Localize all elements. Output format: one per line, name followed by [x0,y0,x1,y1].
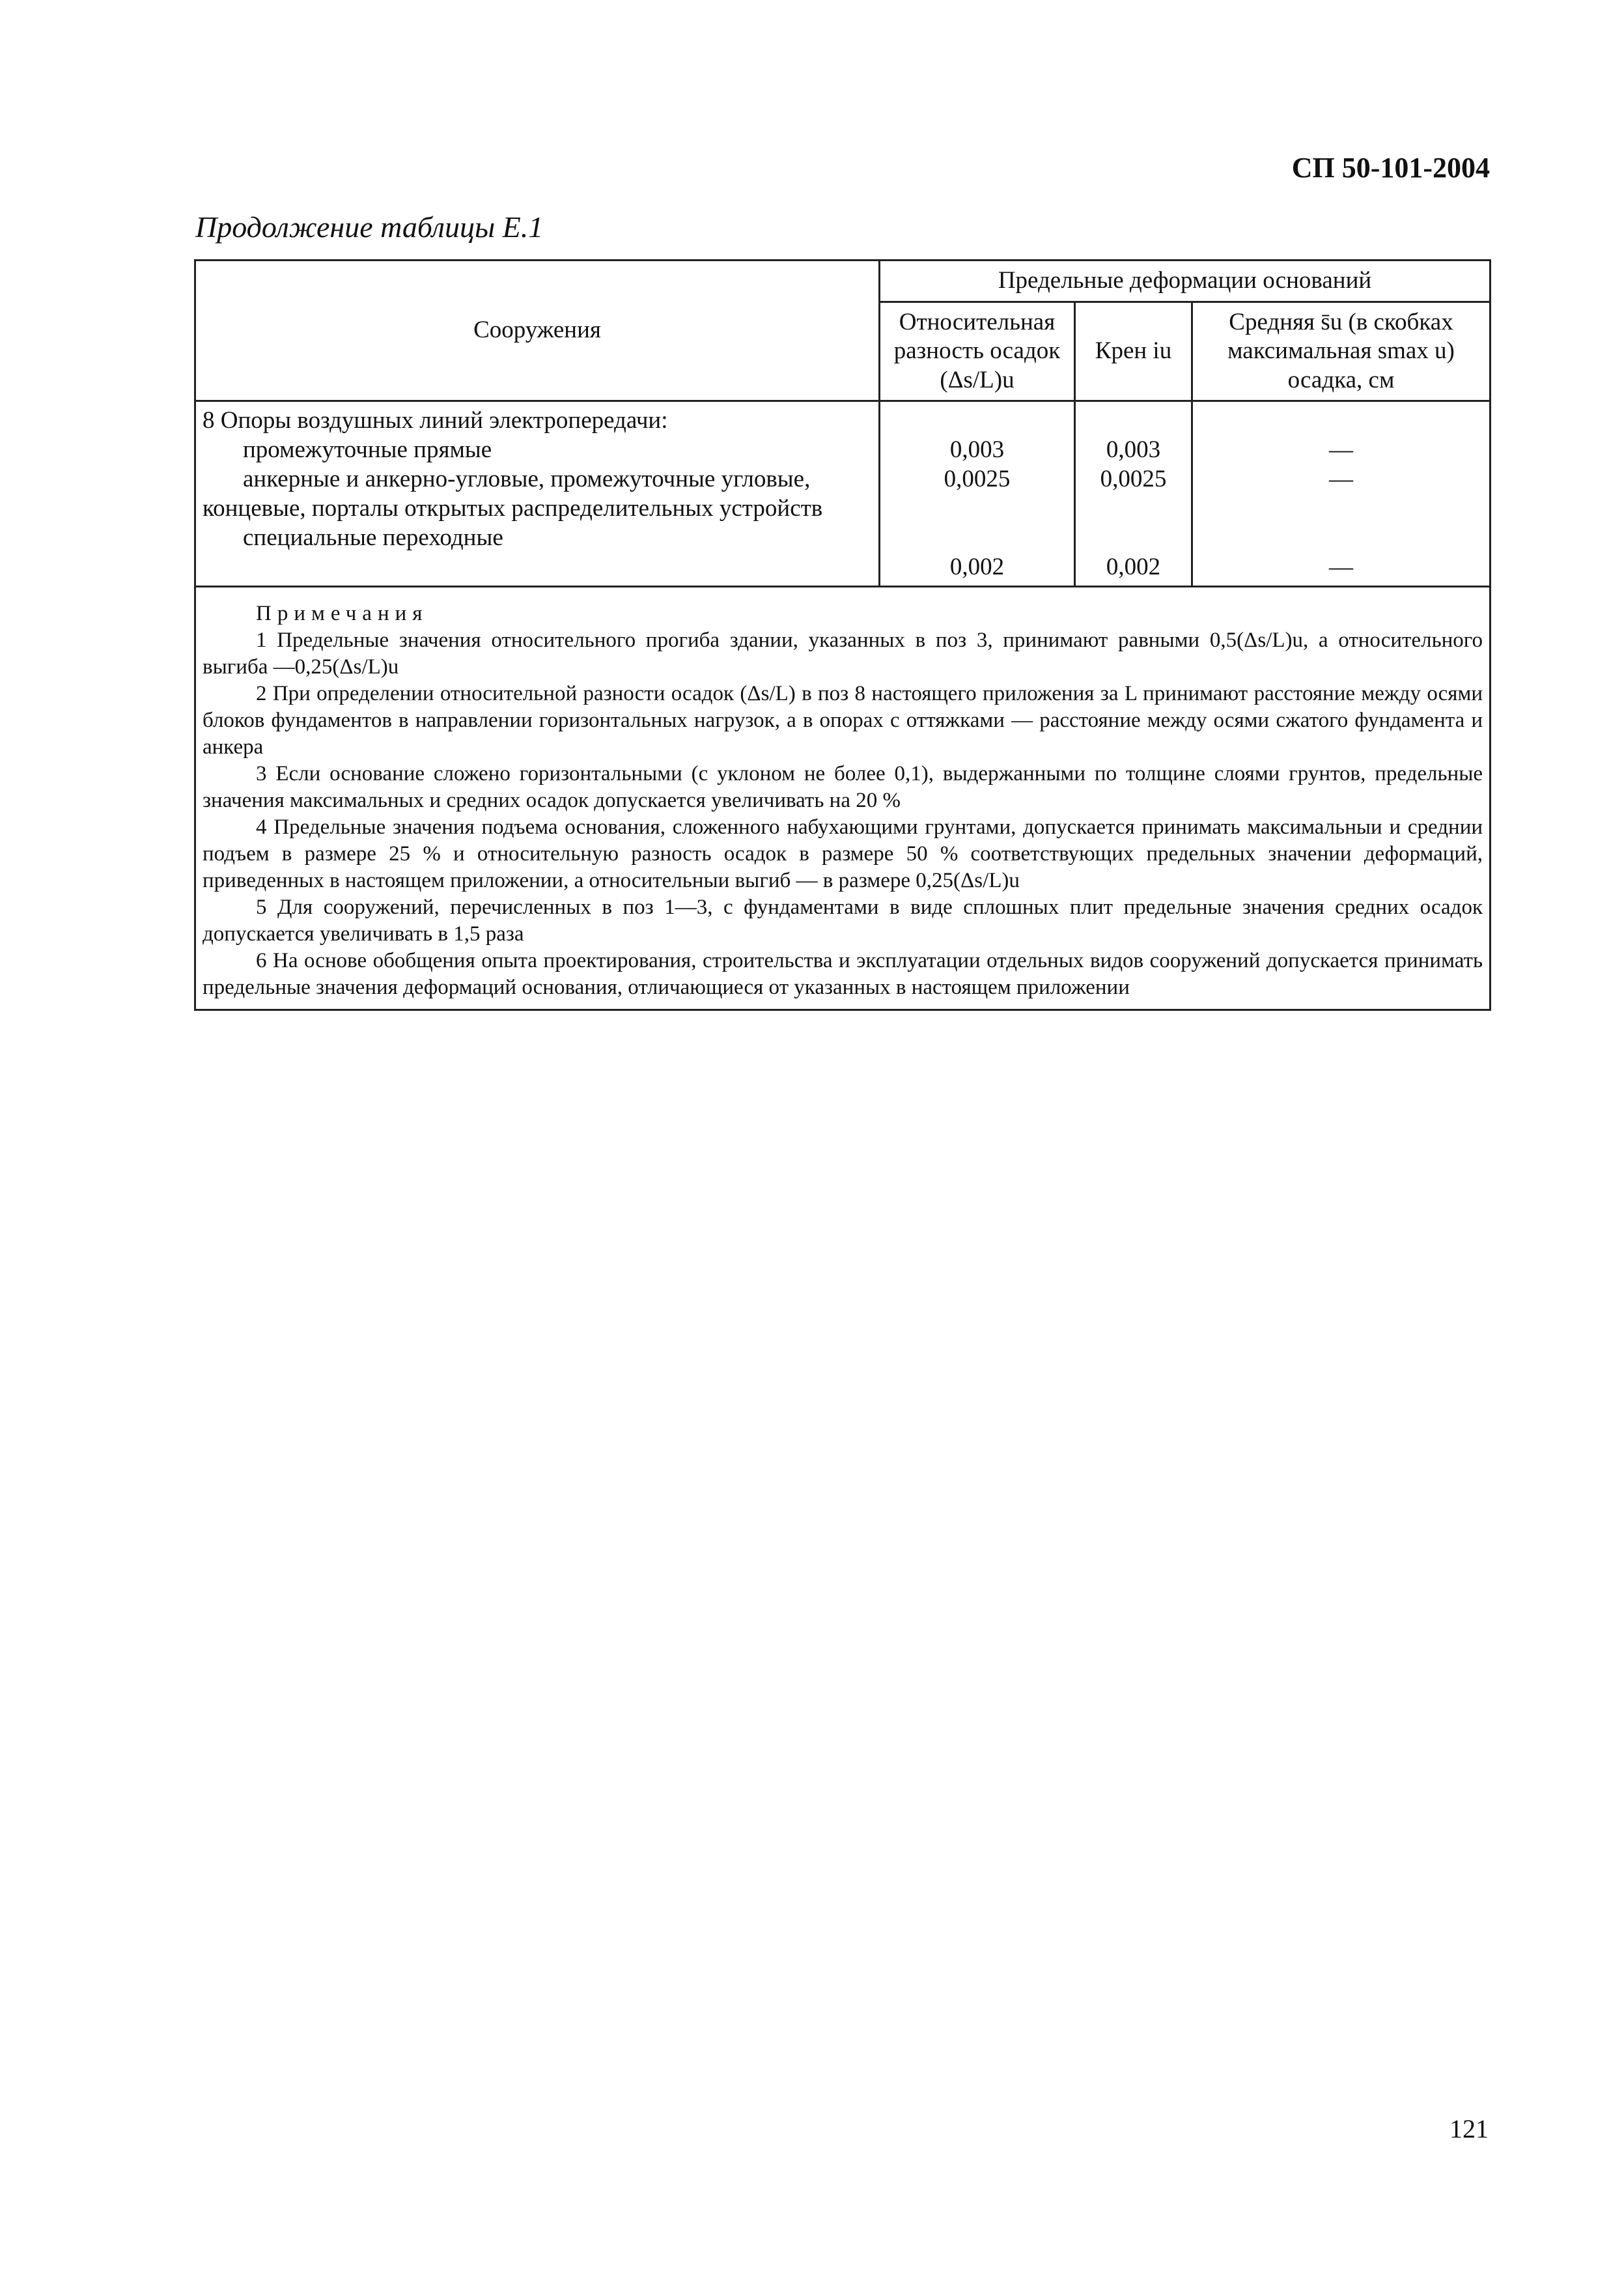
cell-value: — [1329,554,1353,581]
cell-value: 0,002 [949,554,1005,581]
average-settlement-column [1192,401,1491,587]
header-structures: Сооружения [195,261,880,401]
roll-column [1075,401,1192,587]
header-roll: Крен iu [1075,302,1192,401]
note-item: 4 Предельные значения подъема основания, сложенного набухающими грунтами, допускается принимать максимальныи и среднии подъем в размере 25 % и относительную разность осадок в размере 50 % соответствующих предельных значении деформаций, приведенных в настоящем приложении, а относительныи выгиб — в размере 0,25(Δs/L)u [203,815,1483,893]
table-continuation-caption: Продолжение таблицы Е.1 [195,210,544,244]
cell-value: — [1329,436,1353,464]
relative-settlement-column [880,401,1075,587]
structures-column [195,401,880,587]
cell-value: 0,0025 [944,466,1011,493]
row-name: специальные переходные [243,524,503,552]
header-deformation-group: Предельные деформации оснований [880,261,1491,302]
cell-value: — [1329,466,1353,493]
document-code: СП 50-101-2004 [1291,152,1490,184]
notes-title: Примечания [256,602,428,626]
header-relative-settlement: Относительная разность осадок (Δs/L)u [880,302,1075,401]
note-item: 3 Если основание сложено горизонтальными (с уклоном не более 0,1), выдержанными по толщине слоями грунтов, предельные значения максимальных и средних осадок допускается увеличивать на 20 % [203,762,1483,813]
header-average-settlement: Средняя s̄u (в скобках максимальная smax u) осадка, см [1192,302,1491,401]
cell-value: 0,003 [1106,436,1161,464]
note-item: 5 Для сооружений, перечисленных в поз 1—3, с фундаментами в виде сплошных плит предельные значения средних осадок допускается увеличивать в 1,5 раза [203,896,1483,946]
section-title: 8 Опоры воздушных линий электропередачи: [203,407,668,434]
note-item: 6 На основе обобщения опыта проектирования, строительства и эксплуатации отдельных видов сооружений допускается принимать предельные значения деформаций основания, отличающиеся от указанных в настоящем приложении [203,949,1483,1000]
row-name: промежуточные прямые [243,436,492,464]
note-item: 1 Предельные значения относительного прогиба здании, указанных в поз 3, принимают равными 0,5(Δs/L)u, а относительного выгиба —0,25(Δs/L)u [203,629,1483,679]
cell-value: 0,002 [1106,554,1161,581]
row-name: анкерные и анкерно-угловые, промежуточные угловые, концевые, порталы открытых распределительных устройств [203,466,823,522]
notes-section [195,587,1491,1010]
deformation-limits-table [194,259,1491,1011]
cell-value: 0,0025 [1100,466,1167,493]
cell-value: 0,003 [949,436,1005,464]
page-number: 121 [1449,2114,1489,2143]
note-item: 2 При определении относительной разности осадок (Δs/L) в поз 8 настоящего приложения за L принимают расстояние между осями блоков фундаментов в направлении горизонтальных нагрузок, а в опорах с оттяжками — расстояние между осями сжатого фундамента и анкера [203,682,1483,759]
